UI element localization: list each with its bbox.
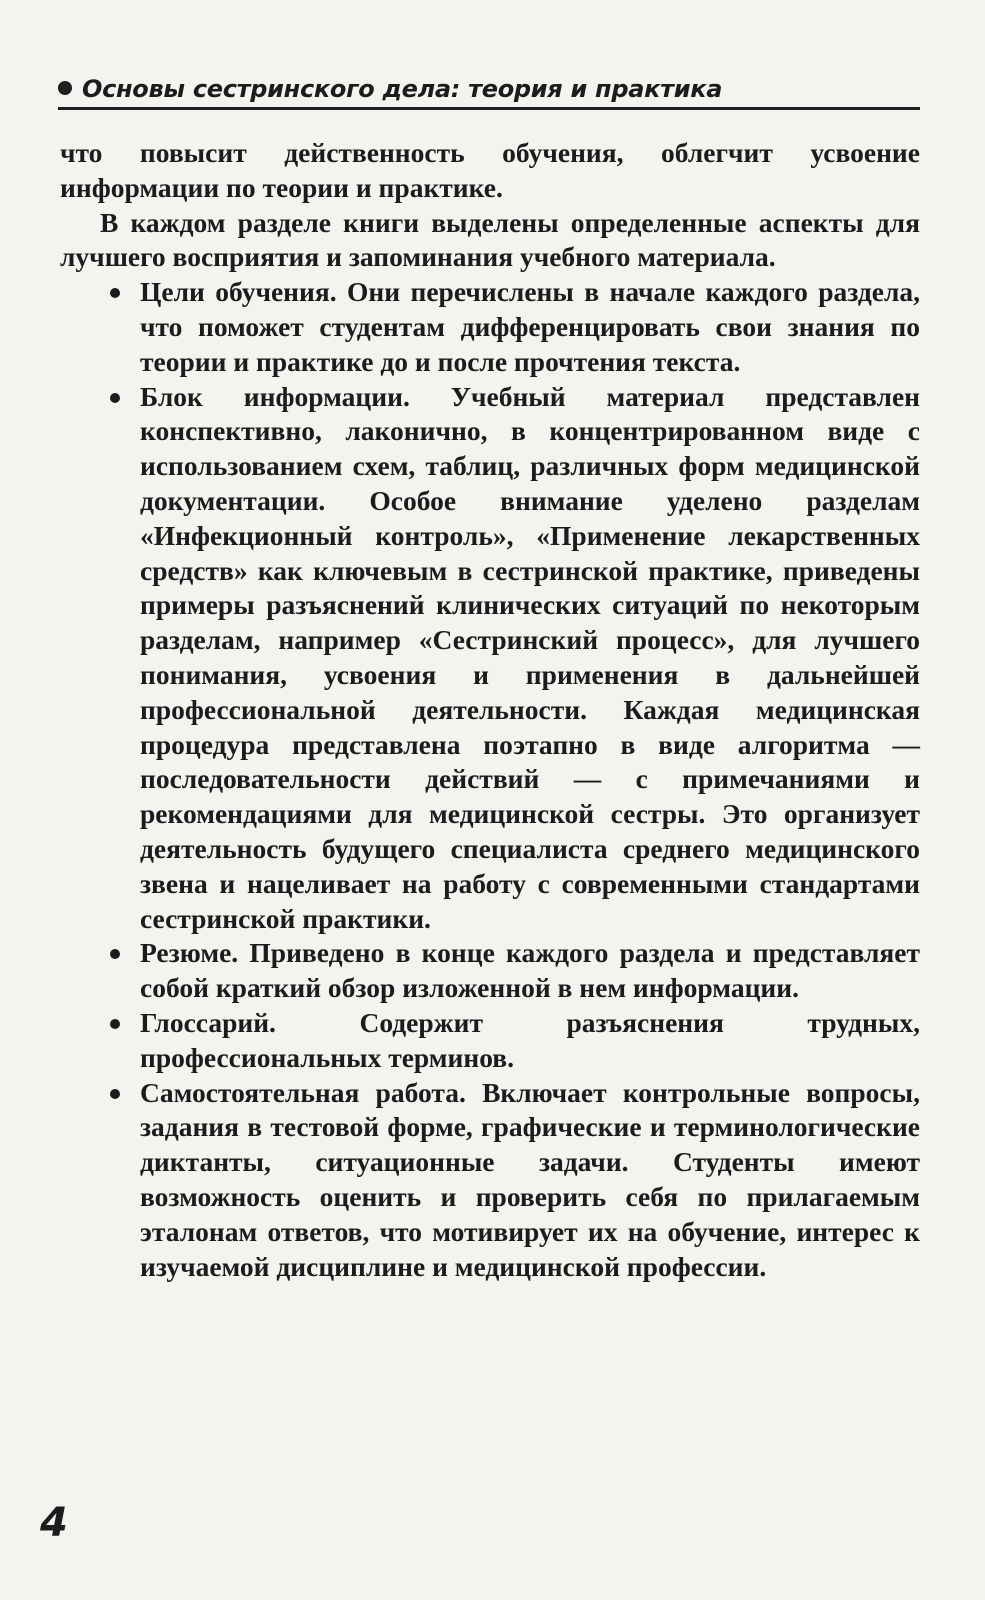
continued-paragraph: что повысит действенность обучения, облегчит усвоение информации по теории и практике. xyxy=(60,137,920,203)
list-item xyxy=(60,936,920,1006)
bullet-icon xyxy=(58,81,72,95)
list-item-term: Самостоятельная работа. xyxy=(140,1076,466,1108)
list-item xyxy=(60,1076,920,1285)
body-text xyxy=(60,136,920,1284)
bullet-icon xyxy=(110,393,120,403)
list-item-text: Они перечислены в начале каждого раздела, что поможет студентам дифференцировать свои знания по теории и практике до и после прочтения текста. xyxy=(140,276,920,377)
list-item xyxy=(60,275,920,379)
list-item-text: Включает контрольные вопросы, задания в тестовой форме, графические и терминологические диктанты, ситуационные задачи. Студенты имеют возможность оценить и проверить себя по прилагаемым эталонам ответов, что мотивирует их на обучение, интерес к изучаемой дисциплине и медицинской профессии. xyxy=(140,1076,920,1282)
list-item-text: Содержит разъяснения трудных, профессиональных терминов. xyxy=(140,1006,921,1073)
intro-paragraph: В каждом разделе книги выделены определенные аспекты для лучшего восприятия и запоминания учебного материала. xyxy=(60,206,920,273)
list-item-term: Резюме. xyxy=(140,937,239,969)
bullet-icon xyxy=(110,949,120,959)
running-header xyxy=(58,70,920,110)
list-item-term: Глоссарий. xyxy=(140,1006,276,1038)
list-item xyxy=(60,1006,920,1076)
running-header-title: Основы сестринского дела: теория и практика xyxy=(82,75,723,103)
page-number: 4 xyxy=(40,1500,68,1546)
list-item-text: Приведено в конце каждого раздела и представляет собой краткий обзор изложенной в нем информации. xyxy=(140,937,920,1004)
aspects-list xyxy=(60,275,920,1284)
list-item-text: Учебный материал представлен конспективно, лаконично, в концентрированном виде с использованием схем, таблиц, различных форм медицинской документации. Особое внимание уделено разделам «Инфекционный контроль», «Применение лекарственных средств» как ключевым в сестринской практике, приведены примеры разъяснений клинических ситуаций по некоторым разделам, например «Сестринский процесс», для лучшего понимания, усвоения и применения в дальнейшей профессиональной деятельности. Каждая медицинская процедура представлена поэтапно в виде алгоритма — последовательности действий — с примечаниями и рекомендациями для медицинской сестры. Это организует деятельность будущего специалиста среднего медицинского звена и нацеливает на работу с современными стандартами сестринской практики. xyxy=(140,380,921,934)
list-item-term: Блок информации. xyxy=(140,380,410,412)
list-item xyxy=(60,380,920,937)
list-item-term: Цели обучения. xyxy=(140,276,337,308)
bullet-icon xyxy=(110,1019,120,1029)
bullet-icon xyxy=(110,1089,120,1099)
bullet-icon xyxy=(110,288,120,298)
